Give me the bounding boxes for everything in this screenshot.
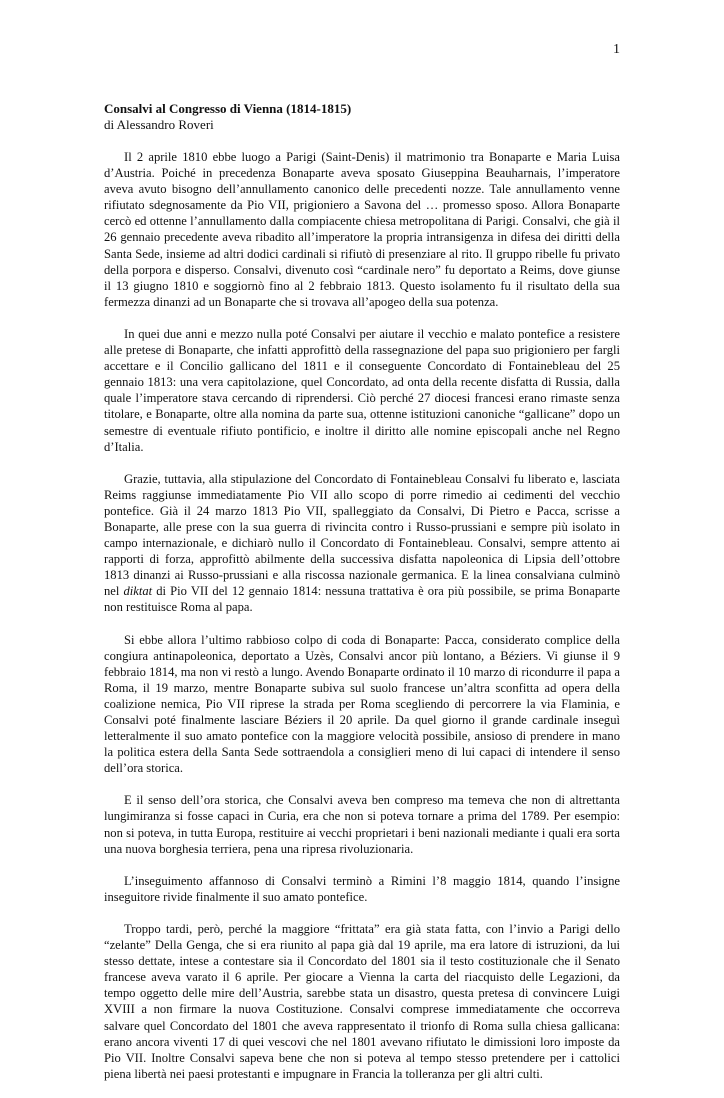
- paragraph-2: In quei due anni e mezzo nulla poté Consalvi per aiutare il vecchio e malato pontefice a resistere alle pretese di Bonaparte, che infatti approfittò della rassegnazione del papa suo prigioniero per fargli accettare e il Concilio gallicano del 1811 e il conseguente Concordato di Fontainebleau del 25 gennaio 1813: una vera capitolazione, quel Concordato, ad onta della recente disfatta di Russia, dalla quale l’imperatore stava cercando di riprendersi. Ciò perché 27 diocesi francesi erano rimaste senza titolare, e Bonaparte, oltre alla nomina da parte sua, ottenne istituzioni canoniche “gallicane” dopo un semestre di eventuale rifiuto pontificio, e inoltre il diritto alle nomine episcopali anche nel Regno d’Italia.: [104, 326, 620, 454]
- paragraph-1: Il 2 aprile 1810 ebbe luogo a Parigi (Saint-Denis) il matrimonio tra Bonaparte e Maria Luisa d’Austria. Poiché in precedenza Bonaparte aveva sposato Giuseppina Beauharnais, l’imperatore aveva avuto bisogno dell’annullamento canonico delle precedenti nozze. Tale annullamento venne rifiutato sdegnosamente da Pio VII, prigioniero a Savona del … promesso sposo. Allora Bonaparte cercò ed ottenne l’annullamento dalla compiacente chiesa metropolitana di Parigi. Consalvi, che già il 26 gennaio precedente aveva ribadito all’imperatore la propria intransigenza in difesa dei diritti della Santa Sede, insieme ad altri dodici cardinali si rifiutò di presenziare al rito. Il gruppo ribelle fu privato della porpora e disperso. Consalvi, divenuto così “cardinale nero” fu deportato a Reims, dove giunse il 13 giugno 1810 e soggiornò fino al 2 febbraio 1813. Questo isolamento fu il risultato della sua fermezza dinanzi ad un Bonaparte che si trovava all’apogeo della sua potenza.: [104, 150, 620, 309]
- document-body: [104, 101, 620, 1098]
- article-title: Consalvi al Congresso di Vienna (1814-1815): [104, 101, 352, 116]
- paragraph-3-text: Grazie, tuttavia, alla stipulazione del Concordato di Fontainebleau Consalvi fu liberato e, lasciata Reims raggiunse immediatamente Pio VII allo scopo di porre rimedio ai cedimenti del vecchio pontefice. Già il 24 marzo 1813 Pio VII, spalleggiato da Consalvi, Di Pietro e Pacca, scrisse a Bonaparte, alle prese con la sua guerra di rivincita contro i Russo-prussiani e sempre più isolato in campo internazionale, e dichiarò nullo il Concordato di Fontainebleau. Consalvi, sempre attento ai rapporti di forza, approfittò abilmente della successiva disfatta napoleonica di Lipsia dell’ottobre 1813 dinanzi ai Russo-prussiani e alla riscossa nazionale germanica. E la linea consalviana culminò nel: [104, 471, 620, 599]
- paragraph-3-tail: di Pio VII del 12 gennaio 1814: nessuna trattativa è ora più possibile, se prima Bonaparte non restituisce Roma al papa.: [104, 584, 620, 615]
- paragraph-7: Troppo tardi, però, perché la maggiore “frittata” era già stata fatta, con l’invio a Parigi dello “zelante” Della Genga, che si era riunito al papa già dal 19 aprile, ma era latore di istruzioni, da lui stesso dettate, intese a contestare sia il Concordato del 1801 sia il testo costituzionale che il Senato francese aveva varato il 6 aprile. Per giocare a Vienna la carta del riacquisto delle Legazioni, da tempo oggetto delle mire dell’Austria, sarebbe stata un disastro, questa pretesa di convincere Luigi XVIII a non firmare la nuova Costituzione. Consalvi comprese immediatamente che occorreva salvare quel Concordato del 1801 che aveva rappresentato il trionfo di Roma sulla chiesa gallicana: erano ancora viventi 17 di quei vescovi che nel 1801 avevano rifiutato le dimissioni loro imposte da Pio VII. Inoltre Consalvi sapeva bene che non si poteva al tempo stesso pretendere per i cattolici piena libertà nei paesi protestanti e impugnare in Francia la tolleranza per gli altri culti.: [104, 921, 620, 1081]
- paragraph-5: E il senso dell’ora storica, che Consalvi aveva ben compreso ma temeva che non di altrettanta lungimiranza si fosse capaci in Curia, era che non si poteva tornare a prima del 1789. Per esempio: non si poteva, in tutta Europa, restituire ai vecchi proprietari i beni nazionali mediante i quali era sorta una nuova borghesia terriera, pena una ripresa rivoluzionaria.: [104, 793, 620, 856]
- article-author: di Alessandro Roveri: [104, 117, 214, 132]
- paragraph-3: [104, 471, 620, 616]
- page-number: 1: [613, 42, 620, 57]
- paragraph-4: Si ebbe allora l’ultimo rabbioso colpo di coda di Bonaparte: Pacca, considerato complice della congiura antinapoleonica, deportato a Uzès, Consalvi ancor più lontano, a Béziers. Vi giunse il 9 febbraio 1814, ma non vi restò a lungo. Avendo Bonaparte ordinato il 10 marzo di ricondurre il papa a Roma, il 19 marzo, mentre Bonaparte subiva sul suolo francese un’altra sconfitta ad opera della coalizione nemica, Pio VII riprese la strada per Roma scegliendo di percorrere la via Flaminia, e Consalvi poté finalmente lasciare Béziers il 20 aprile. Da quel giorno il grande cardinale inseguì letteralmente il suo amato pontefice con la maggiore velocità possibile, ansioso di prendere in mano la politica estera della Santa Sede sottraendola a consiglieri meno di lui capaci di intendere il senso dell’ora storica.: [104, 632, 620, 776]
- paragraph-3-italic-term: diktat: [123, 584, 153, 599]
- paragraph-6: L’inseguimento affannoso di Consalvi terminò a Rimini l’8 maggio 1814, quando l’insigne inseguitore rivide finalmente il suo amato pontefice.: [104, 873, 620, 904]
